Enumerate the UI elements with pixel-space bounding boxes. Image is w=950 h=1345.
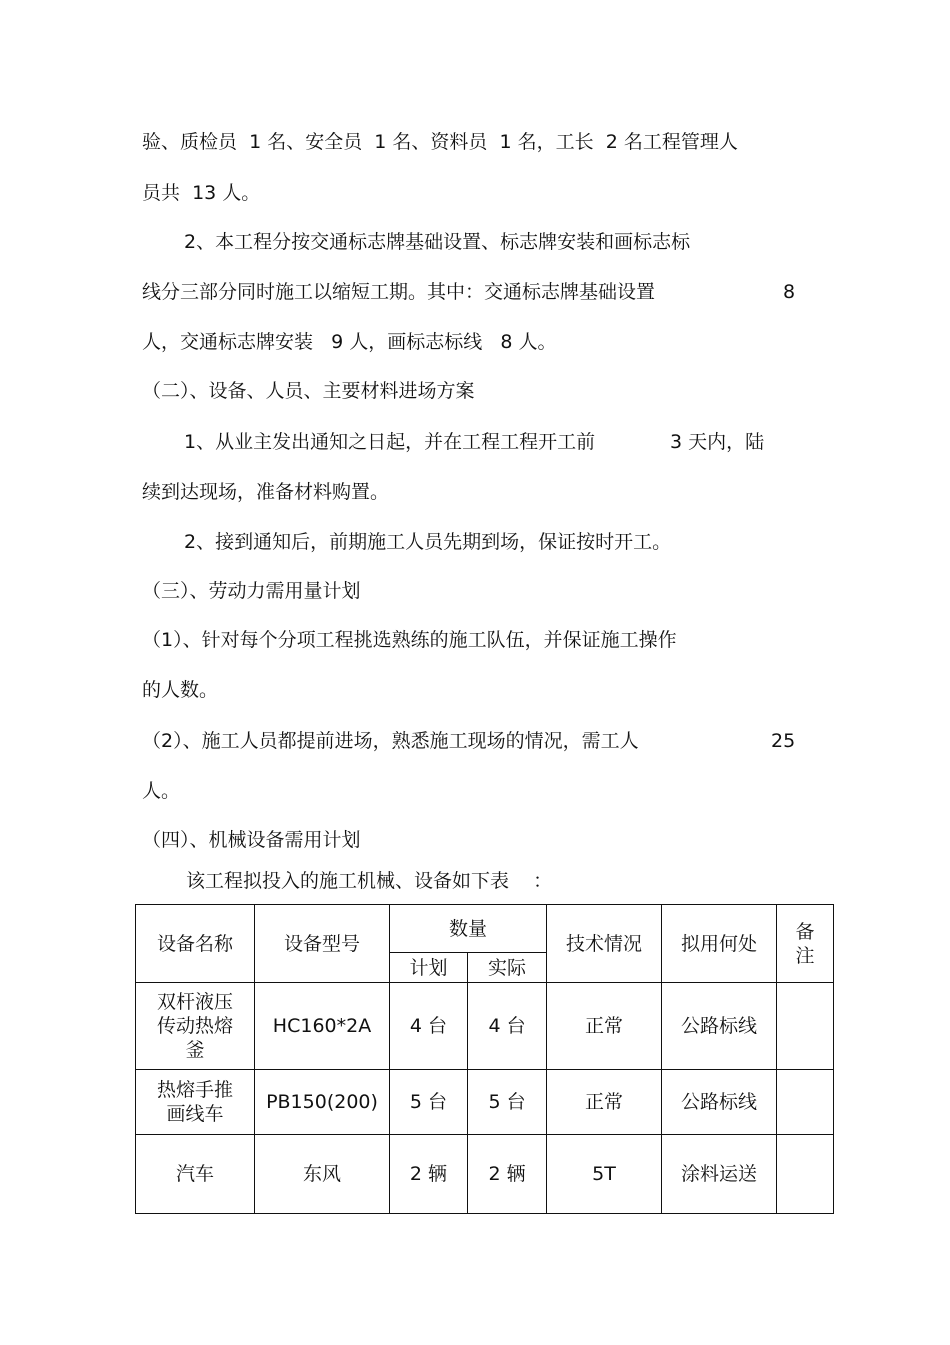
cell-name-line: 釜 [185,1039,205,1061]
header-remarks-line-1: 备 [795,920,815,943]
cell-intended-use: 涂料运送 [662,1135,777,1214]
cell-technical-status: 5T [547,1135,662,1214]
cell-model: 东风 [255,1135,390,1214]
cell-model: PB150(200) [255,1070,390,1135]
cell-technical-status: 正常 [547,983,662,1070]
text-line-7: 1、从业主发出通知之日起，并在工程工程开工前 [184,431,596,453]
table-row [136,983,834,1070]
cell-name-line: 传动热熔 [156,1015,233,1037]
header-quantity: 数量 [390,905,547,953]
text-line-4: 线分三部分同时施工以缩短工期。其中：交通标志牌基础设置 [142,281,656,303]
cell-actual: 4 台 [468,983,547,1070]
header-equipment-name: 设备名称 [136,905,255,983]
equipment-table [135,904,834,1214]
text-line-1: 验、质检员 1 名、安全员 1 名、资料员 1 名，工长 2 名工程管理人 [142,131,738,153]
text-line-11: （1）、针对每个分项工程挑选熟练的施工队伍，并保证施工操作 [142,629,677,651]
text-line-4-value: 8 [783,281,796,303]
text-line-13-value: 25 [771,730,796,752]
cell-equipment-name [136,1070,255,1135]
table-intro: 该工程拟投入的施工机械、设备如下表 ： [186,870,553,892]
cell-name-line: 画线车 [166,1103,224,1125]
header-remarks-line-2: 注 [795,944,815,967]
text-line-7-value: 3 天内，陆 [670,431,765,453]
cell-name-line: 双杆液压 [156,991,233,1013]
text-line-8: 续到达现场，准备材料购置。 [142,481,390,503]
cell-planned: 4 台 [390,983,468,1070]
cell-equipment-name [136,1135,255,1214]
cell-name-line: 热熔手推 [156,1079,233,1101]
table-row [136,1070,834,1135]
text-line-3: 2、本工程分按交通标志牌基础设置、标志牌安装和画标志标 [184,231,691,253]
text-line-2: 员共 13 人。 [142,182,261,204]
header-equipment-model: 设备型号 [255,905,390,983]
cell-intended-use: 公路标线 [662,983,777,1070]
cell-remarks [777,1135,834,1214]
text-line-13: （2）、施工人员都提前进场，熟悉施工现场的情况，需工人 [142,730,639,752]
header-remarks [777,905,834,983]
table-row [136,1135,834,1214]
header-actual: 实际 [468,953,547,983]
text-line-14: 人。 [142,780,181,802]
text-line-9: 2、接到通知后，前期施工人员先期到场，保证按时开工。 [184,531,672,553]
text-line-5: 人，交通标志牌安装 9 人，画标志标线 8 人。 [142,331,557,353]
cell-remarks [777,1070,834,1135]
section-heading-2: （二）、设备、人员、主要材料进场方案 [142,380,475,402]
header-technical-status: 技术情况 [547,905,662,983]
cell-planned: 5 台 [390,1070,468,1135]
section-heading-4: （四）、机械设备需用计划 [142,829,361,851]
header-planned: 计划 [390,953,468,983]
section-heading-3: （三）、劳动力需用量计划 [142,580,361,602]
cell-planned: 2 辆 [390,1135,468,1214]
cell-intended-use: 公路标线 [662,1070,777,1135]
text-line-12: 的人数。 [142,679,219,701]
cell-model: HC160*2A [255,983,390,1070]
cell-remarks [777,983,834,1070]
header-intended-use: 拟用何处 [662,905,777,983]
cell-actual: 2 辆 [468,1135,547,1214]
cell-actual: 5 台 [468,1070,547,1135]
table-header-row [136,905,834,953]
cell-technical-status: 正常 [547,1070,662,1135]
cell-name-line: 汽车 [175,1163,214,1185]
cell-equipment-name [136,983,255,1070]
